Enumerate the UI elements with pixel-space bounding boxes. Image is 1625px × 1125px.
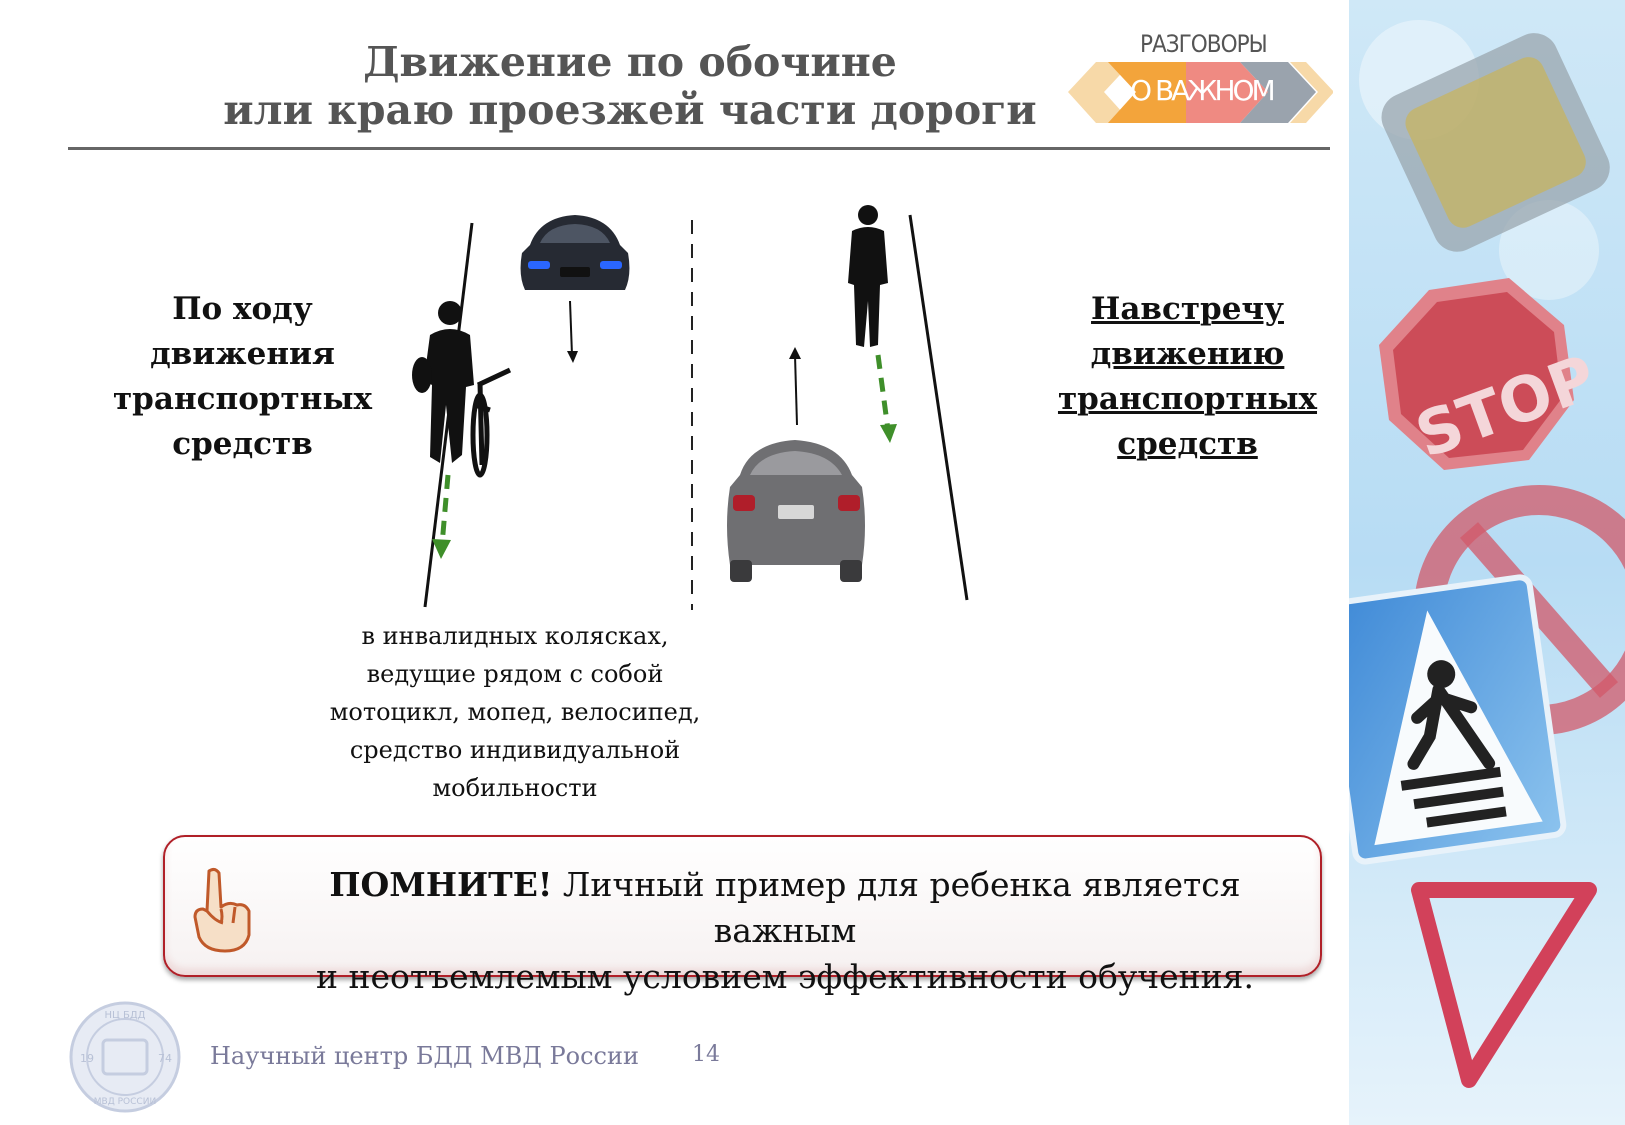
- with-traffic-line-1: По ходу: [172, 291, 313, 327]
- car-direction-arrow: [570, 301, 572, 355]
- road-signs-panel: [1349, 0, 1625, 1125]
- page-number: 14: [692, 1042, 720, 1067]
- seal-year-right: 74: [158, 1052, 172, 1065]
- road-signs-illustration: [1349, 0, 1625, 1125]
- seal-year-left: 19: [80, 1052, 94, 1065]
- title-line-1: Движение по обочине: [363, 38, 897, 86]
- note-line-4: средство индивидуальной: [349, 736, 681, 764]
- cyclist-walking-icon: [412, 301, 510, 475]
- logo-main-text: О ВАЖНОМ: [1130, 74, 1273, 107]
- program-logo: [1068, 30, 1333, 135]
- with-traffic-path-arrow: [442, 475, 448, 545]
- road-scene-svg: [400, 205, 1000, 615]
- title-line-2: или краю проезжей части дороги: [223, 86, 1037, 134]
- passing-car-icon: [727, 440, 865, 582]
- note-line-5: мобильности: [432, 774, 598, 802]
- with-traffic-line-2: движения: [150, 336, 335, 372]
- against-traffic-caption: [1055, 287, 1320, 467]
- note-text: [300, 617, 730, 807]
- remember-line-2: и неотъемлемым условием эффективности обучения.: [316, 957, 1254, 996]
- pedestrian-silhouette-icon: [848, 205, 888, 347]
- footer-organization: Научный центр БДД МВД России: [210, 1042, 639, 1070]
- page-title: [70, 38, 1190, 134]
- with-traffic-line-3: транспортных: [112, 381, 373, 417]
- remember-callout: [163, 835, 1322, 996]
- note-line-3: мотоцикл, мопед, велосипед,: [329, 698, 701, 726]
- oncoming-car-icon: [521, 215, 630, 290]
- against-traffic-line-3: транспортных: [1057, 381, 1318, 417]
- raised-finger-icon: [185, 865, 255, 955]
- seal-bottom-text: МВД РОССИИ: [93, 1097, 157, 1107]
- road-scene-illustration: [400, 205, 1000, 615]
- against-traffic-path-arrow: [878, 355, 888, 430]
- against-traffic-line-4: средств: [1117, 426, 1258, 462]
- with-traffic-line-4: средств: [172, 426, 313, 462]
- pedestrian-crossing-sign-icon: [1349, 576, 1565, 863]
- against-traffic-line-2: движению: [1090, 336, 1285, 372]
- against-traffic-line-1: Навстречу: [1091, 291, 1284, 327]
- with-traffic-caption: [110, 287, 375, 467]
- note-line-2: ведущие рядом с собой: [366, 660, 664, 688]
- logo-top-text: РАЗГОВОРЫ: [1140, 30, 1267, 58]
- svg-text:STOP: STOP: [1406, 340, 1606, 473]
- passing-car-arrow: [795, 355, 797, 425]
- seal-top-text: НЦ БДД: [104, 1010, 146, 1021]
- right-road-edge: [910, 215, 967, 600]
- note-line-1: в инвалидных колясках,: [361, 622, 669, 650]
- remember-text: [265, 862, 1305, 1000]
- organization-seal-icon: [68, 1000, 183, 1115]
- title-divider: [68, 147, 1330, 150]
- remember-line-1: Личный пример для ребенка является важным: [552, 865, 1241, 950]
- remember-lead: ПОМНИТЕ!: [329, 865, 553, 904]
